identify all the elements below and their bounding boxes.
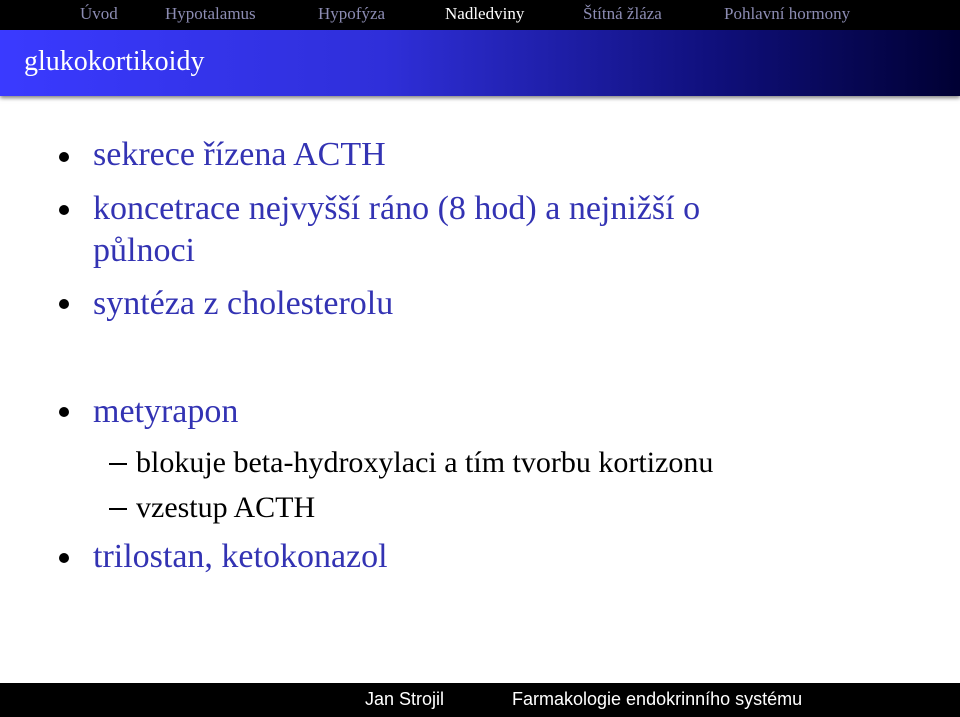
footer-course: Farmakologie endokrinního systému <box>512 689 803 709</box>
nav-item-uvod[interactable]: Úvod <box>80 4 118 23</box>
bullet-dot-icon <box>59 205 69 215</box>
frame-title-bar <box>0 30 960 96</box>
bullet-text: koncetrace nejvyšší ráno (8 hod) a nejnižší o <box>93 190 701 227</box>
bullet-dot-icon <box>59 407 69 417</box>
footer-bar <box>0 683 960 717</box>
bullet-text-continuation: půlnoci <box>93 232 195 269</box>
bullet-text: metyrapon <box>93 393 239 430</box>
subbullet-text: vzestup ACTH <box>136 491 316 524</box>
navigation-bar <box>0 0 960 30</box>
frame-title: glukokortikoidy <box>24 46 205 77</box>
bullet-text: syntéza z cholesterolu <box>93 285 394 322</box>
nav-item-stitna-zlaza[interactable]: Štítná žláza <box>583 4 662 23</box>
nav-item-hypotalamus[interactable]: Hypotalamus <box>165 4 256 23</box>
nav-item-nadledviny[interactable]: Nadledviny <box>445 4 525 23</box>
bullet-dot-icon <box>59 553 69 563</box>
dash-icon <box>109 508 127 510</box>
bullet-text: trilostan, ketokonazol <box>93 538 388 575</box>
footer-author: Jan Strojil <box>365 689 445 709</box>
nav-item-hypofyza[interactable]: Hypofýza <box>318 4 386 23</box>
nav-item-pohlavni-hormony[interactable]: Pohlavní hormony <box>724 4 851 23</box>
dash-icon <box>109 463 127 465</box>
bullet-text: sekrece řízena ACTH <box>93 136 386 173</box>
bullet-dot-icon <box>59 152 69 162</box>
bullet-dot-icon <box>59 299 69 309</box>
subbullet-text: blokuje beta-hydroxylaci a tím tvorbu kortizonu <box>136 446 714 479</box>
